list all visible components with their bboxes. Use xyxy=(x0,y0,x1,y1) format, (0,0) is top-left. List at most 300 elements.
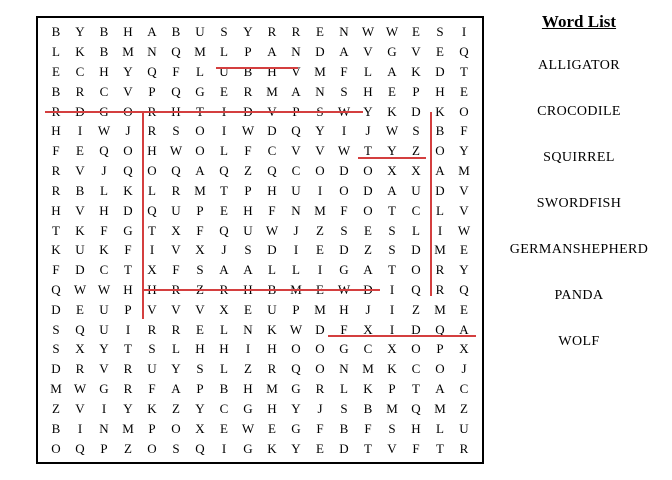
grid-cell[interactable]: U xyxy=(171,202,181,218)
grid-cell[interactable]: S xyxy=(196,262,204,278)
grid-cell[interactable]: M xyxy=(266,381,278,397)
grid-cell[interactable]: W xyxy=(361,24,375,40)
grid-cell[interactable]: J xyxy=(365,301,371,317)
grid-cell[interactable]: W xyxy=(241,123,255,139)
grid-cell[interactable]: F xyxy=(52,143,60,159)
grid-cell[interactable]: H xyxy=(243,202,253,218)
grid-cell[interactable]: M xyxy=(386,400,398,416)
grid-cell[interactable]: O xyxy=(123,103,133,119)
grid-cell[interactable]: I xyxy=(221,103,227,119)
grid-cell[interactable]: Z xyxy=(244,163,252,179)
grid-cell[interactable]: M xyxy=(50,381,62,397)
grid-cell[interactable]: V xyxy=(459,202,469,218)
grid-cell[interactable]: U xyxy=(291,182,301,198)
grid-cell[interactable]: W xyxy=(289,321,303,337)
grid-cell[interactable]: S xyxy=(388,222,396,238)
grid-cell[interactable]: X xyxy=(75,341,85,357)
grid-cell[interactable]: P xyxy=(244,44,252,60)
grid-cell[interactable]: I xyxy=(245,341,251,357)
grid-cell[interactable]: R xyxy=(51,103,61,119)
grid-cell[interactable]: X xyxy=(387,163,397,179)
grid-cell[interactable]: C xyxy=(291,163,301,179)
grid-cell[interactable]: V xyxy=(147,301,157,317)
grid-cell[interactable]: K xyxy=(411,64,421,80)
grid-cell[interactable]: W xyxy=(169,143,183,159)
grid-cell[interactable]: Q xyxy=(291,123,301,139)
grid-cell[interactable]: W xyxy=(97,123,111,139)
grid-cell[interactable]: D xyxy=(315,44,325,60)
grid-cell[interactable]: H xyxy=(171,103,181,119)
grid-cell[interactable]: M xyxy=(290,282,302,298)
grid-cell[interactable]: X xyxy=(387,341,397,357)
grid-cell[interactable]: L xyxy=(148,182,156,198)
grid-cell[interactable]: G xyxy=(123,222,133,238)
grid-cell[interactable]: F xyxy=(172,64,180,80)
grid-cell[interactable]: H xyxy=(123,24,133,40)
grid-cell[interactable]: F xyxy=(340,64,348,80)
grid-cell[interactable]: Z xyxy=(196,282,204,298)
grid-cell[interactable]: Y xyxy=(195,400,205,416)
grid-cell[interactable]: D xyxy=(267,123,277,139)
grid-cell[interactable]: O xyxy=(195,123,205,139)
grid-cell[interactable]: B xyxy=(99,24,109,40)
grid-cell[interactable]: V xyxy=(459,182,469,198)
grid-cell[interactable]: Q xyxy=(123,163,133,179)
grid-cell[interactable]: D xyxy=(51,361,61,377)
grid-cell[interactable]: E xyxy=(52,64,60,80)
grid-cell[interactable]: P xyxy=(292,103,300,119)
grid-cell[interactable]: R xyxy=(435,262,445,278)
grid-cell[interactable]: T xyxy=(52,222,60,238)
grid-cell[interactable]: Y xyxy=(315,123,325,139)
grid-cell[interactable]: R xyxy=(51,182,61,198)
grid-cell[interactable]: T xyxy=(364,440,372,456)
grid-cell[interactable]: Z xyxy=(412,301,420,317)
grid-cell[interactable]: E xyxy=(316,440,324,456)
grid-cell[interactable]: L xyxy=(436,202,444,218)
grid-cell[interactable]: P xyxy=(388,381,396,397)
grid-cell[interactable]: Q xyxy=(267,163,277,179)
grid-cell[interactable]: G xyxy=(291,420,301,436)
grid-cell[interactable]: E xyxy=(244,301,252,317)
grid-cell[interactable]: R xyxy=(75,361,85,377)
grid-cell[interactable]: I xyxy=(389,321,395,337)
grid-cell[interactable]: T xyxy=(388,262,396,278)
grid-cell[interactable]: Y xyxy=(99,341,109,357)
grid-cell[interactable]: G xyxy=(339,341,349,357)
grid-cell[interactable]: Q xyxy=(147,202,157,218)
grid-cell[interactable]: K xyxy=(75,44,85,60)
grid-cell[interactable]: Q xyxy=(195,440,205,456)
grid-cell[interactable]: H xyxy=(267,341,277,357)
grid-cell[interactable]: G xyxy=(195,83,205,99)
grid-cell[interactable]: Q xyxy=(171,163,181,179)
grid-cell[interactable]: X xyxy=(195,242,205,258)
grid-cell[interactable]: R xyxy=(147,123,157,139)
grid-cell[interactable]: A xyxy=(147,24,157,40)
grid-cell[interactable]: H xyxy=(243,282,253,298)
grid-cell[interactable]: A xyxy=(219,262,229,278)
grid-cell[interactable]: Z xyxy=(364,242,372,258)
grid-cell[interactable]: R xyxy=(171,321,181,337)
letter-grid[interactable] xyxy=(38,18,482,462)
grid-cell[interactable]: S xyxy=(52,321,60,337)
grid-cell[interactable]: L xyxy=(196,64,204,80)
grid-cell[interactable]: V xyxy=(75,400,85,416)
grid-cell[interactable]: R xyxy=(291,24,301,40)
grid-cell[interactable]: V xyxy=(387,440,397,456)
grid-cell[interactable]: S xyxy=(220,24,228,40)
grid-cell[interactable]: F xyxy=(148,381,156,397)
grid-cell[interactable]: N xyxy=(243,321,253,337)
grid-cell[interactable]: K xyxy=(51,242,61,258)
grid-cell[interactable]: A xyxy=(243,262,253,278)
grid-cell[interactable]: P xyxy=(148,420,156,436)
grid-cell[interactable]: Y xyxy=(123,400,133,416)
grid-cell[interactable]: P xyxy=(196,202,204,218)
grid-cell[interactable]: D xyxy=(435,64,445,80)
grid-cell[interactable]: F xyxy=(244,143,252,159)
grid-cell[interactable]: D xyxy=(363,282,373,298)
grid-cell[interactable]: D xyxy=(75,262,85,278)
grid-cell[interactable]: B xyxy=(51,420,61,436)
grid-cell[interactable]: Q xyxy=(51,282,61,298)
grid-cell[interactable]: U xyxy=(75,242,85,258)
grid-cell[interactable]: I xyxy=(461,24,467,40)
grid-cell[interactable]: F xyxy=(340,202,348,218)
grid-cell[interactable]: E xyxy=(364,222,372,238)
grid-cell[interactable]: A xyxy=(267,44,277,60)
grid-cell[interactable]: P xyxy=(436,341,444,357)
grid-cell[interactable]: O xyxy=(171,420,181,436)
grid-cell[interactable]: O xyxy=(411,341,421,357)
grid-cell[interactable]: E xyxy=(220,83,228,99)
grid-cell[interactable]: O xyxy=(411,262,421,278)
grid-cell[interactable]: H xyxy=(267,64,277,80)
grid-cell[interactable]: R xyxy=(75,83,85,99)
grid-cell[interactable]: U xyxy=(99,301,109,317)
grid-cell[interactable]: Z xyxy=(412,143,420,159)
grid-cell[interactable]: U xyxy=(459,420,469,436)
grid-cell[interactable]: A xyxy=(435,381,445,397)
word-list-item[interactable]: PANDA xyxy=(554,288,604,303)
grid-cell[interactable]: K xyxy=(387,361,397,377)
grid-cell[interactable]: Q xyxy=(459,44,469,60)
grid-cell[interactable]: M xyxy=(434,301,446,317)
grid-cell[interactable]: Z xyxy=(244,361,252,377)
grid-cell[interactable]: F xyxy=(52,262,60,278)
grid-cell[interactable]: H xyxy=(411,420,421,436)
grid-cell[interactable]: G xyxy=(339,262,349,278)
grid-cell[interactable]: Y xyxy=(75,24,85,40)
grid-cell[interactable]: I xyxy=(125,321,131,337)
grid-cell[interactable]: E xyxy=(220,202,228,218)
grid-cell[interactable]: R xyxy=(123,381,133,397)
grid-cell[interactable]: I xyxy=(293,242,299,258)
grid-cell[interactable]: G xyxy=(99,103,109,119)
grid-cell[interactable]: P xyxy=(412,83,420,99)
grid-cell[interactable]: P xyxy=(124,301,132,317)
grid-cell[interactable]: X xyxy=(363,321,373,337)
grid-cell[interactable]: F xyxy=(460,123,468,139)
grid-cell[interactable]: K xyxy=(75,222,85,238)
grid-cell[interactable]: H xyxy=(363,83,373,99)
grid-cell[interactable]: J xyxy=(221,242,227,258)
grid-cell[interactable]: E xyxy=(76,143,84,159)
grid-cell[interactable]: R xyxy=(435,282,445,298)
grid-cell[interactable]: S xyxy=(172,123,180,139)
grid-cell[interactable]: D xyxy=(339,163,349,179)
grid-cell[interactable]: H xyxy=(243,381,253,397)
grid-cell[interactable]: V xyxy=(291,143,301,159)
grid-cell[interactable]: M xyxy=(314,301,326,317)
grid-cell[interactable]: D xyxy=(267,242,277,258)
grid-cell[interactable]: O xyxy=(363,163,373,179)
grid-cell[interactable]: B xyxy=(339,420,349,436)
grid-cell[interactable]: Q xyxy=(171,44,181,60)
grid-cell[interactable]: I xyxy=(77,123,83,139)
grid-cell[interactable]: M xyxy=(362,361,374,377)
grid-cell[interactable]: X xyxy=(219,301,229,317)
grid-cell[interactable]: H xyxy=(51,202,61,218)
grid-cell[interactable]: H xyxy=(147,282,157,298)
grid-cell[interactable]: M xyxy=(266,83,278,99)
grid-cell[interactable]: E xyxy=(412,24,420,40)
grid-cell[interactable]: Q xyxy=(75,440,85,456)
grid-cell[interactable]: H xyxy=(123,282,133,298)
grid-cell[interactable]: G xyxy=(291,381,301,397)
grid-cell[interactable]: N xyxy=(291,44,301,60)
word-list-item[interactable]: SQUIRREL xyxy=(543,150,615,165)
grid-cell[interactable]: B xyxy=(435,123,445,139)
grid-cell[interactable]: X xyxy=(147,262,157,278)
grid-cell[interactable]: N xyxy=(99,420,109,436)
grid-cell[interactable]: Q xyxy=(219,163,229,179)
grid-cell[interactable]: I xyxy=(317,182,323,198)
grid-cell[interactable]: E xyxy=(76,301,84,317)
grid-cell[interactable]: O xyxy=(315,361,325,377)
grid-cell[interactable]: Y xyxy=(243,24,253,40)
grid-cell[interactable]: R xyxy=(243,83,253,99)
grid-cell[interactable]: D xyxy=(51,301,61,317)
grid-cell[interactable]: Q xyxy=(411,400,421,416)
grid-cell[interactable]: X xyxy=(459,341,469,357)
grid-cell[interactable]: N xyxy=(291,202,301,218)
grid-cell[interactable]: O xyxy=(315,163,325,179)
grid-cell[interactable]: I xyxy=(221,440,227,456)
grid-cell[interactable]: M xyxy=(458,163,470,179)
grid-cell[interactable]: I xyxy=(221,123,227,139)
grid-cell[interactable]: G xyxy=(243,440,253,456)
grid-cell[interactable]: L xyxy=(412,222,420,238)
grid-cell[interactable]: Q xyxy=(459,282,469,298)
grid-cell[interactable]: T xyxy=(364,143,372,159)
grid-cell[interactable]: Z xyxy=(52,400,60,416)
grid-cell[interactable]: W xyxy=(337,103,351,119)
grid-cell[interactable]: U xyxy=(267,301,277,317)
grid-cell[interactable]: T xyxy=(124,341,132,357)
grid-cell[interactable]: B xyxy=(51,24,61,40)
grid-cell[interactable]: A xyxy=(387,64,397,80)
grid-cell[interactable]: H xyxy=(99,202,109,218)
grid-cell[interactable]: Y xyxy=(171,361,181,377)
grid-cell[interactable]: A xyxy=(171,381,181,397)
grid-cell[interactable]: N xyxy=(147,44,157,60)
grid-cell[interactable]: U xyxy=(411,182,421,198)
grid-cell[interactable]: V xyxy=(171,301,181,317)
grid-cell[interactable]: V xyxy=(99,361,109,377)
grid-cell[interactable]: Y xyxy=(387,143,397,159)
grid-cell[interactable]: D xyxy=(411,321,421,337)
grid-cell[interactable]: C xyxy=(411,361,421,377)
grid-cell[interactable]: O xyxy=(435,361,445,377)
grid-cell[interactable]: Q xyxy=(75,321,85,337)
grid-cell[interactable]: F xyxy=(172,262,180,278)
grid-cell[interactable]: C xyxy=(99,83,109,99)
grid-cell[interactable]: W xyxy=(457,222,471,238)
grid-cell[interactable]: E xyxy=(316,242,324,258)
grid-cell[interactable]: L xyxy=(220,321,228,337)
grid-cell[interactable]: R xyxy=(51,163,61,179)
grid-cell[interactable]: M xyxy=(194,182,206,198)
grid-cell[interactable]: V xyxy=(75,202,85,218)
grid-cell[interactable]: F xyxy=(124,242,132,258)
grid-cell[interactable]: C xyxy=(267,143,277,159)
grid-cell[interactable]: Y xyxy=(459,143,469,159)
grid-cell[interactable]: F xyxy=(364,420,372,436)
grid-cell[interactable]: L xyxy=(436,420,444,436)
grid-cell[interactable]: N xyxy=(339,361,349,377)
grid-cell[interactable]: K xyxy=(99,242,109,258)
grid-cell[interactable]: X xyxy=(171,222,181,238)
grid-cell[interactable]: H xyxy=(195,341,205,357)
grid-cell[interactable]: F xyxy=(412,440,420,456)
grid-cell[interactable]: P xyxy=(244,182,252,198)
grid-cell[interactable]: E xyxy=(316,24,324,40)
grid-cell[interactable]: K xyxy=(435,103,445,119)
grid-cell[interactable]: V xyxy=(171,242,181,258)
grid-cell[interactable]: M xyxy=(194,44,206,60)
grid-cell[interactable]: K xyxy=(267,321,277,337)
grid-cell[interactable]: U xyxy=(99,321,109,337)
grid-cell[interactable]: L xyxy=(220,44,228,60)
grid-cell[interactable]: L xyxy=(268,262,276,278)
grid-cell[interactable]: I xyxy=(389,282,395,298)
puzzle-grid-container[interactable] xyxy=(36,16,484,464)
grid-cell[interactable]: E xyxy=(196,321,204,337)
grid-cell[interactable]: W xyxy=(241,420,255,436)
grid-cell[interactable]: K xyxy=(267,440,277,456)
grid-cell[interactable]: P xyxy=(196,381,204,397)
grid-cell[interactable]: D xyxy=(243,103,253,119)
grid-cell[interactable]: A xyxy=(459,321,469,337)
grid-cell[interactable]: Y xyxy=(291,400,301,416)
grid-cell[interactable]: Q xyxy=(411,282,421,298)
grid-cell[interactable]: J xyxy=(293,222,299,238)
grid-cell[interactable]: S xyxy=(412,123,420,139)
grid-cell[interactable]: M xyxy=(434,242,446,258)
grid-cell[interactable]: I xyxy=(77,420,83,436)
grid-cell[interactable]: H xyxy=(267,400,277,416)
grid-cell[interactable]: D xyxy=(315,321,325,337)
grid-cell[interactable]: M xyxy=(314,64,326,80)
grid-cell[interactable]: D xyxy=(339,440,349,456)
grid-cell[interactable]: O xyxy=(51,440,61,456)
grid-cell[interactable]: V xyxy=(195,301,205,317)
grid-cell[interactable]: E xyxy=(316,282,324,298)
grid-cell[interactable]: H xyxy=(99,64,109,80)
grid-cell[interactable]: J xyxy=(125,123,131,139)
grid-cell[interactable]: O xyxy=(123,143,133,159)
grid-cell[interactable]: T xyxy=(124,262,132,278)
grid-cell[interactable]: W xyxy=(337,282,351,298)
grid-cell[interactable]: F xyxy=(316,420,324,436)
grid-cell[interactable]: R xyxy=(147,103,157,119)
grid-cell[interactable]: L xyxy=(172,341,180,357)
grid-cell[interactable]: P xyxy=(100,440,108,456)
grid-cell[interactable]: Q xyxy=(435,321,445,337)
grid-cell[interactable]: V xyxy=(363,44,373,60)
grid-cell[interactable]: H xyxy=(339,301,349,317)
grid-cell[interactable]: D xyxy=(75,103,85,119)
grid-cell[interactable]: G xyxy=(387,44,397,60)
grid-cell[interactable]: C xyxy=(75,64,85,80)
grid-cell[interactable]: O xyxy=(315,341,325,357)
grid-cell[interactable]: S xyxy=(436,24,444,40)
grid-cell[interactable]: T xyxy=(388,202,396,218)
grid-cell[interactable]: U xyxy=(147,361,157,377)
grid-cell[interactable]: Z xyxy=(172,400,180,416)
grid-cell[interactable]: I xyxy=(341,123,347,139)
grid-cell[interactable]: W xyxy=(73,381,87,397)
grid-cell[interactable]: I xyxy=(389,301,395,317)
grid-cell[interactable]: Z xyxy=(316,222,324,238)
grid-cell[interactable]: H xyxy=(51,123,61,139)
grid-cell[interactable]: A xyxy=(363,262,373,278)
grid-cell[interactable]: Y xyxy=(291,440,301,456)
grid-cell[interactable]: K xyxy=(147,400,157,416)
grid-cell[interactable]: A xyxy=(339,44,349,60)
grid-cell[interactable]: O xyxy=(147,440,157,456)
grid-cell[interactable]: O xyxy=(459,103,469,119)
grid-cell[interactable]: A xyxy=(435,163,445,179)
grid-cell[interactable]: O xyxy=(195,143,205,159)
grid-cell[interactable]: Y xyxy=(459,262,469,278)
grid-cell[interactable]: R xyxy=(315,381,325,397)
grid-cell[interactable]: F xyxy=(268,202,276,218)
grid-cell[interactable]: E xyxy=(460,83,468,99)
grid-cell[interactable]: B xyxy=(219,381,229,397)
grid-cell[interactable]: I xyxy=(437,222,443,238)
grid-cell[interactable]: T xyxy=(460,64,468,80)
grid-cell[interactable]: A xyxy=(387,182,397,198)
grid-cell[interactable]: X xyxy=(195,420,205,436)
grid-cell[interactable]: P xyxy=(148,83,156,99)
grid-cell[interactable]: W xyxy=(97,282,111,298)
grid-cell[interactable]: J xyxy=(365,123,371,139)
grid-cell[interactable]: S xyxy=(172,440,180,456)
grid-cell[interactable]: J xyxy=(101,163,107,179)
grid-cell[interactable]: I xyxy=(317,262,323,278)
grid-cell[interactable]: H xyxy=(147,143,157,159)
grid-cell[interactable]: M xyxy=(122,420,134,436)
grid-cell[interactable]: B xyxy=(75,182,85,198)
grid-cell[interactable]: S xyxy=(340,400,348,416)
grid-cell[interactable]: V xyxy=(291,64,301,80)
grid-cell[interactable]: V xyxy=(411,44,421,60)
grid-cell[interactable]: Q xyxy=(219,222,229,238)
grid-cell[interactable]: K xyxy=(123,182,133,198)
